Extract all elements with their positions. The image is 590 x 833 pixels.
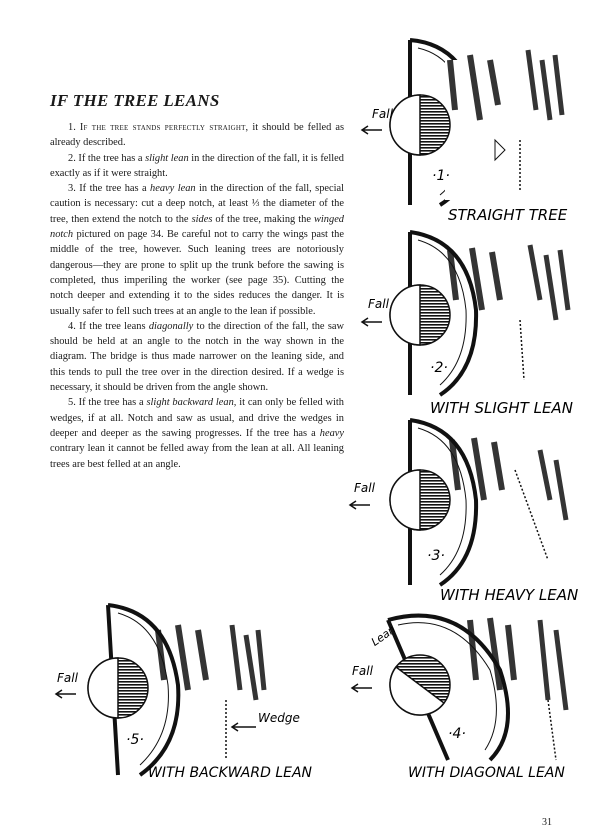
paragraph-1-rest: it should be felled as already described.	[50, 122, 344, 149]
text-run: heavy	[319, 427, 344, 439]
text-run: in the direction of the fall, it is felled exactly as if it were straight.	[50, 152, 344, 179]
arrow-left-icon	[56, 690, 76, 698]
diagram-number: ·1·	[432, 168, 450, 184]
text-run: heavy lean	[150, 183, 196, 195]
arrow-left-icon	[352, 684, 372, 692]
diagram-number: ·3·	[427, 548, 445, 564]
arrow-left-icon	[350, 501, 370, 509]
text-run: in the direction of the fall, special caution is necessary: cut a deep notch, at least ⅓ the diameter of the tree, then extend the notch to the	[50, 183, 344, 225]
text-run: 3. If the tree has a	[68, 183, 151, 195]
arrow-left-icon	[232, 723, 256, 731]
text-run: winged notch	[50, 213, 344, 241]
lean-label: Lean	[368, 622, 399, 649]
diagram-straight-tree	[362, 40, 568, 224]
text-run: to the direction of the fall, the saw should be held at an angle to the notch in the way shown in the diagram. The bridge is thus made narrower on the leaning side, and this tends to pull the tree over in the direction desired. If a wedge is necessary, it should be driven from the angle shown.	[50, 320, 344, 394]
page-number: 31	[542, 817, 552, 828]
diagram-backward-lean	[56, 605, 313, 781]
text-run: of the tree, making the	[212, 213, 314, 225]
text-run: 5. If the tree has a	[68, 397, 147, 409]
paragraph-1-lead: If the tree stands perfectly straight,	[79, 122, 249, 133]
paragraph-1-number: 1.	[68, 122, 76, 133]
text-run: 2. If the tree has a	[68, 152, 146, 164]
diagram-caption: WITH SLIGHT LEAN	[430, 399, 573, 417]
arrow-left-icon	[362, 126, 382, 134]
diagram-number: ·5·	[126, 732, 144, 748]
text-run: pictured on page 34. Be careful not to carry the wings past the middle of the tree, however. Such leaning trees are notoriously dangerous—they are prone to split up the trunk before the sawing is completed, thus imperiling the worker (see page 35). Cutting the notch deeper and extending it to the sides reduces the danger. It is usually safer to fell such trees at an angle to the lean if possible.	[50, 229, 344, 317]
text-run: diagonally	[148, 320, 194, 332]
diagram-diagonal-lean	[352, 616, 566, 781]
diagram-slight-lean	[362, 232, 573, 417]
diagram-caption: STRAIGHT TREE	[448, 206, 568, 224]
wedge-label: Wedge	[258, 711, 300, 725]
diagram-number: ·2·	[430, 360, 448, 376]
text-run: sides	[191, 213, 213, 225]
fall-label: Fall	[372, 107, 393, 121]
arrow-left-icon	[362, 318, 382, 326]
text-run: slight backward lean,	[146, 397, 237, 409]
fall-label: Fall	[368, 297, 389, 311]
fall-label: Fall	[352, 664, 373, 678]
diagram-number: ·4·	[448, 726, 466, 742]
diagram-caption: WITH BACKWARD LEAN	[148, 765, 313, 781]
text-run: contrary lean it cannot be felled away from the lean at all. All leaning trees are best felled at an angle.	[50, 443, 344, 470]
fall-label: Fall	[354, 481, 375, 495]
diagram-caption: WITH HEAVY LEAN	[440, 586, 579, 604]
page-title: IF THE TREE LEANS	[50, 91, 220, 111]
diagram-heavy-lean	[350, 420, 578, 604]
text-run: it can only be felled with wedges, if at all. Notch and saw as usual, and drive the wedges in deeper and deeper as the sawing progresses. If the tree has a	[50, 397, 345, 439]
diagram-caption: WITH DIAGONAL LEAN	[408, 765, 565, 781]
fall-label: Fall	[57, 671, 78, 685]
text-run: 4. If the tree leans	[68, 320, 149, 332]
text-run: slight lean	[145, 152, 189, 164]
